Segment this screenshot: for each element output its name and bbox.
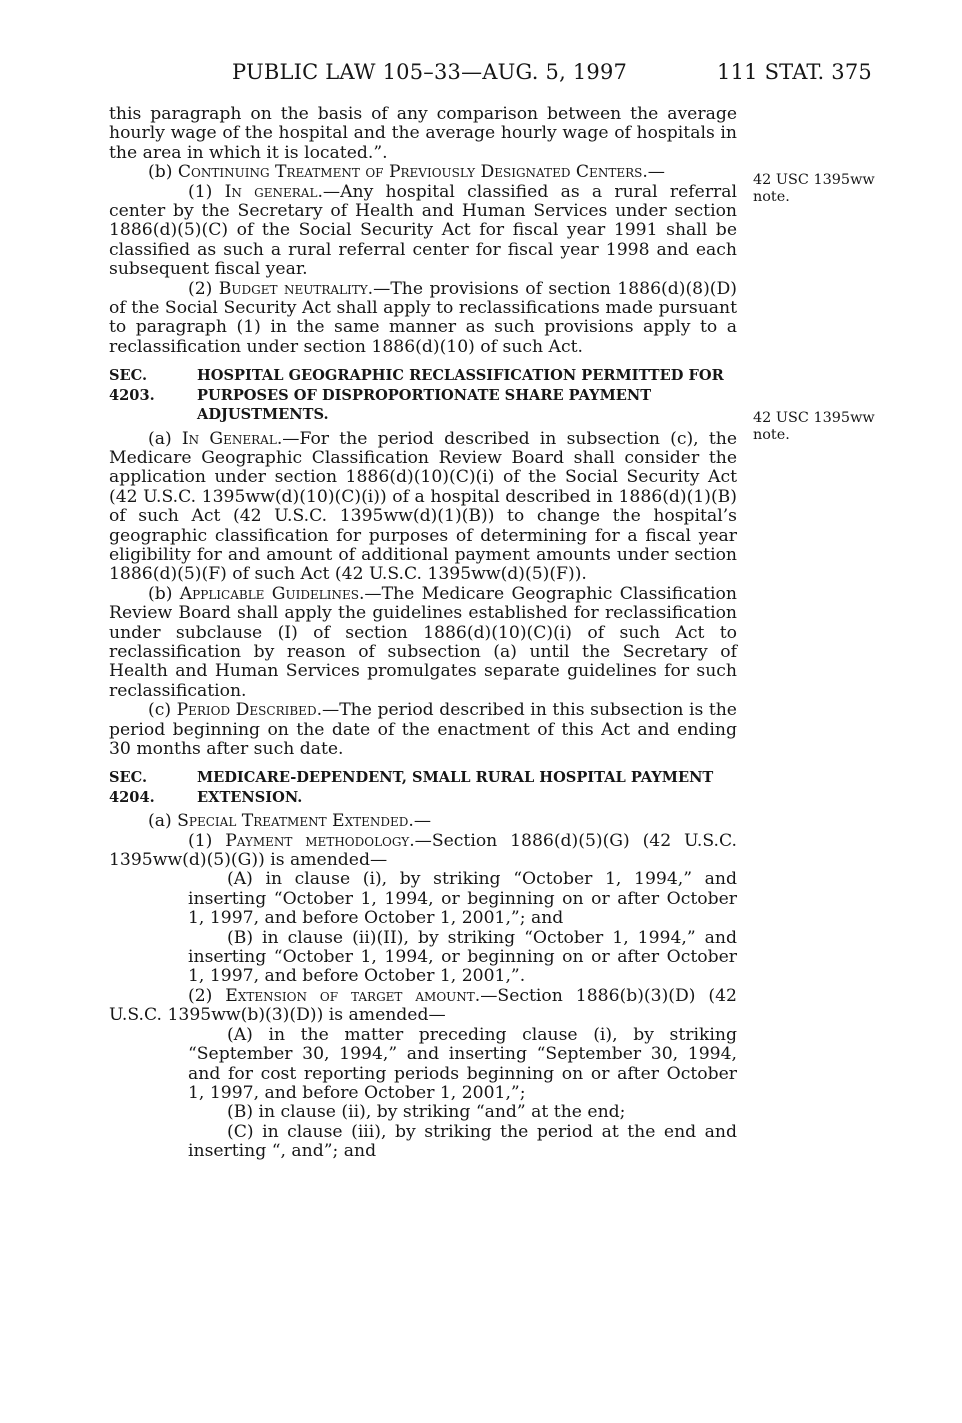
section-title: MEDICARE-DEPENDENT, SMALL RURAL HOSPITAL PAYMENT EXTENSION. [197, 769, 714, 806]
section-4203-heading [109, 366, 737, 424]
continued-paragraph: this paragraph on the basis of any comparison between the average hourly wage of the hospital and the average hourly wage of hospitals in the area in which it is located.”. [109, 104, 737, 163]
subsection-a-in-general: (a) In General.—For the period described in subsection (c), the Medicare Geographic Classification Review Board shall consider the application under section 1886(d)(10)(C)(i) of the Social Security Act (42 U.S.C. 1395ww(d)(10)(C)(i)) of a hospital described in 1886(d)(1)(B) of such Act (42 U.S.C. 1395ww(d)(1)(B)) to change the hospital’s geographic classification for purposes of determining for a fiscal year eligibility for and amount of additional payment amounts under section 1886(d)(5)(F) of such Act (42 U.S.C. 1395ww(d)(5)(F)). [109, 428, 737, 585]
section-number: SEC. 4204. [109, 769, 155, 806]
paragraph-1-in-general: (1) In general.—Any hospital classified as a rural referral center by the Secretary of Health and Human Services under section 1886(d)(5)(C) of the Social Security Act for fiscal year 1991 shall be classified as such a rural referral center for fiscal year 1998 and each subsequent fiscal year. [109, 181, 737, 280]
margin-note-citation: 42 USC 1395ww [753, 172, 875, 188]
margin-note-label: note. [753, 189, 790, 205]
margin-note-usc-2 [753, 410, 883, 444]
subsection-c-period-described: (c) Period Described.—The period described in this subsection is the period beginning on the date of the enactment of this Act and ending 30 months after such date. [109, 700, 737, 759]
clause-a-september: (A) in the matter preceding clause (i), by striking “September 30, 1994,” and inserting “September 30, 1994, and for cost reporting periods beginning on or after October 1, 1997, and before October 1, 2001,”; [188, 1024, 737, 1103]
statute-text [109, 105, 737, 1162]
clause-c-period: (C) in clause (iii), by striking the period at the end and inserting “, and”; and [188, 1121, 737, 1162]
clause-b-and: (B) in clause (ii), by striking “and” at the end; [227, 1102, 626, 1123]
section-number: SEC. 4203. [109, 367, 155, 404]
margin-note-usc-1 [753, 172, 883, 206]
running-head [232, 60, 872, 86]
section-4204-heading [109, 768, 737, 807]
subsection-b-heading: (b) Continuing Treatment of Previously Designated Centers.— [148, 162, 665, 183]
section-title: HOSPITAL GEOGRAPHIC RECLASSIFICATION PERMITTED FOR PURPOSES OF DISPROPORTIONATE SHARE PAYMENT ADJUSTMENTS. [197, 367, 724, 424]
margin-note-label: note. [753, 427, 790, 443]
clause-b-october: (B) in clause (ii)(II), by striking “October 1, 1994,” and inserting “October 1, 1994, or beginning on or after October 1, 1997, and before October 1, 2001,”. [188, 927, 737, 987]
paragraph-2-target-amount: (2) Extension of target amount.—Section 1886(b)(3)(D) (42 U.S.C. 1395ww(b)(3)(D)) is amended— [109, 985, 737, 1026]
stat-page-number: 111 STAT. 375 [717, 60, 872, 84]
paragraph-1-payment-methodology: (1) Payment methodology.—Section 1886(d)(5)(G) (42 U.S.C. 1395ww(d)(5)(G)) is amended— [109, 830, 737, 871]
subsection-b-applicable-guidelines: (b) Applicable Guidelines.—The Medicare Geographic Classification Review Board shall apply the guidelines established for reclassification under subclause (I) of section 1886(d)(10)(C)(i) of such Act to reclassification by reason of subsection (a) until the Secretary of Health and Human Services promulgates separate guidelines for such reclassification. [109, 583, 737, 701]
public-law-citation: PUBLIC LAW 105–33—AUG. 5, 1997 [232, 60, 628, 84]
clause-a-october: (A) in clause (i), by striking “October 1, 1994,” and inserting “October 1, 1994, or beginning on or after October 1, 1997, and before October 1, 2001,”; and [188, 869, 737, 929]
subsection-a-special-treatment: (a) Special Treatment Extended.— [148, 811, 432, 832]
paragraph-2-budget-neutrality: (2) Budget neutrality.—The provisions of section 1886(d)(8)(D) of the Social Security Act shall apply to reclassifications made pursuant to paragraph (1) in the same manner as such provisions apply to a reclassification under section 1886(d)(10) of such Act. [109, 278, 737, 357]
margin-note-citation: 42 USC 1395ww [753, 410, 875, 426]
